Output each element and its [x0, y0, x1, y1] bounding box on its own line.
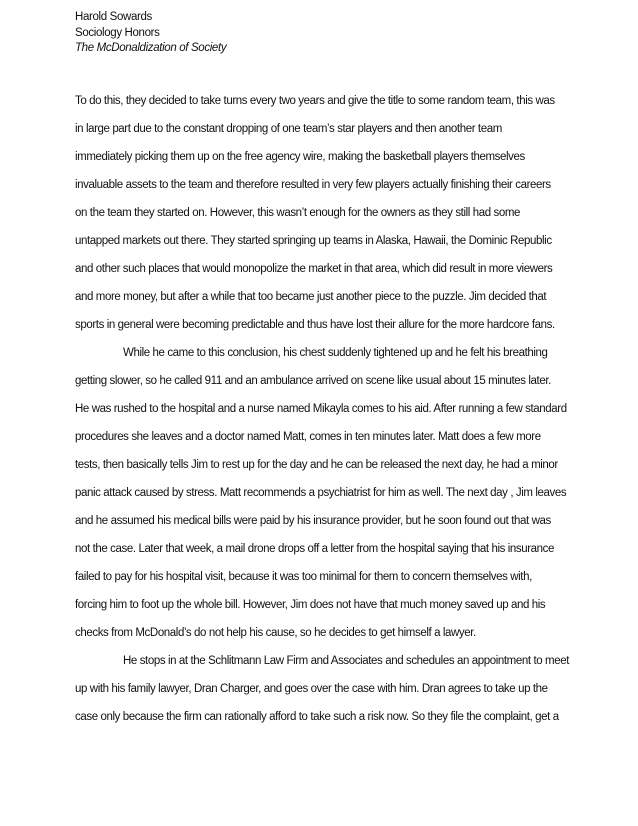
text-line: procedures she leaves and a doctor named Matt, comes in ten minutes later. Matt does a few more [75, 431, 541, 443]
text-line: and other such places that would monopolize the market in that area, which did result in more viewers [75, 263, 553, 275]
text-line: getting slower, so he called 911 and an ambulance arrived on scene like usual about 15 minutes later. [75, 375, 551, 387]
text-line: up with his family lawyer, Dran Charger, and goes over the case with him. Dran agrees to take up the [75, 683, 548, 695]
text-line: invaluable assets to the team and therefore resulted in very few players actually finishing their careers [75, 179, 551, 191]
text-line: on the team they started on. However, this wasn’t enough for the owners as they still had some [75, 207, 521, 219]
course-name: Sociology Honors [75, 26, 160, 39]
text-line: case only because the firm can rationally afford to take such a risk now. So they file the complaint, get a [75, 711, 559, 723]
text-line: He stops in at the Schlitmann Law Firm and Associates and schedules an appointment to meet [123, 655, 569, 667]
text-line: not the case. Later that week, a mail drone drops off a letter from the hospital saying that his insurance [75, 543, 555, 555]
document-header [75, 10, 226, 57]
document-body [75, 93, 575, 737]
author-name: Harold Sowards [75, 11, 152, 23]
essay-title: The McDonaldization of Society [75, 42, 227, 54]
text-line: and more money, but after a while that too became just another piece to the puzzle. Jim decided that [75, 291, 547, 303]
text-line: tests, then basically tells Jim to rest up for the day and he can be released the next day, he had a minor [75, 459, 558, 471]
text-line: checks from McDonald’s do not help his cause, so he decides to get himself a lawyer. [75, 627, 476, 639]
text-line: To do this, they decided to take turns every two years and give the title to some random team, this was [75, 95, 555, 107]
text-line: and he assumed his medical bills were paid by his insurance provider, but he soon found out that was [75, 515, 551, 527]
text-line: While he came to this conclusion, his chest suddenly tightened up and he felt his breathing [123, 347, 548, 359]
text-line: in large part due to the constant dropping of one team’s star players and then another team [75, 123, 502, 135]
text-line: failed to pay for his hospital visit, because it was too minimal for them to concern themselves with, [75, 571, 532, 583]
text-line: forcing him to foot up the whole bill. However, Jim does not have that much money saved up and his [75, 599, 546, 611]
text-line: sports in general were becoming predictable and thus have lost their allure for the more hardcore fans. [75, 319, 555, 331]
text-line: He was rushed to the hospital and a nurse named Mikayla comes to his aid. After running a few standard [75, 403, 567, 415]
text-line: untapped markets out there. They started springing up teams in Alaska, Hawaii, the Dominic Republic [75, 235, 552, 247]
text-line: panic attack caused by stress. Matt recommends a psychiatrist for him as well. The next day , Jim leaves [75, 487, 567, 499]
text-line: immediately picking them up on the free agency wire, making the basketball players themselves [75, 151, 525, 163]
